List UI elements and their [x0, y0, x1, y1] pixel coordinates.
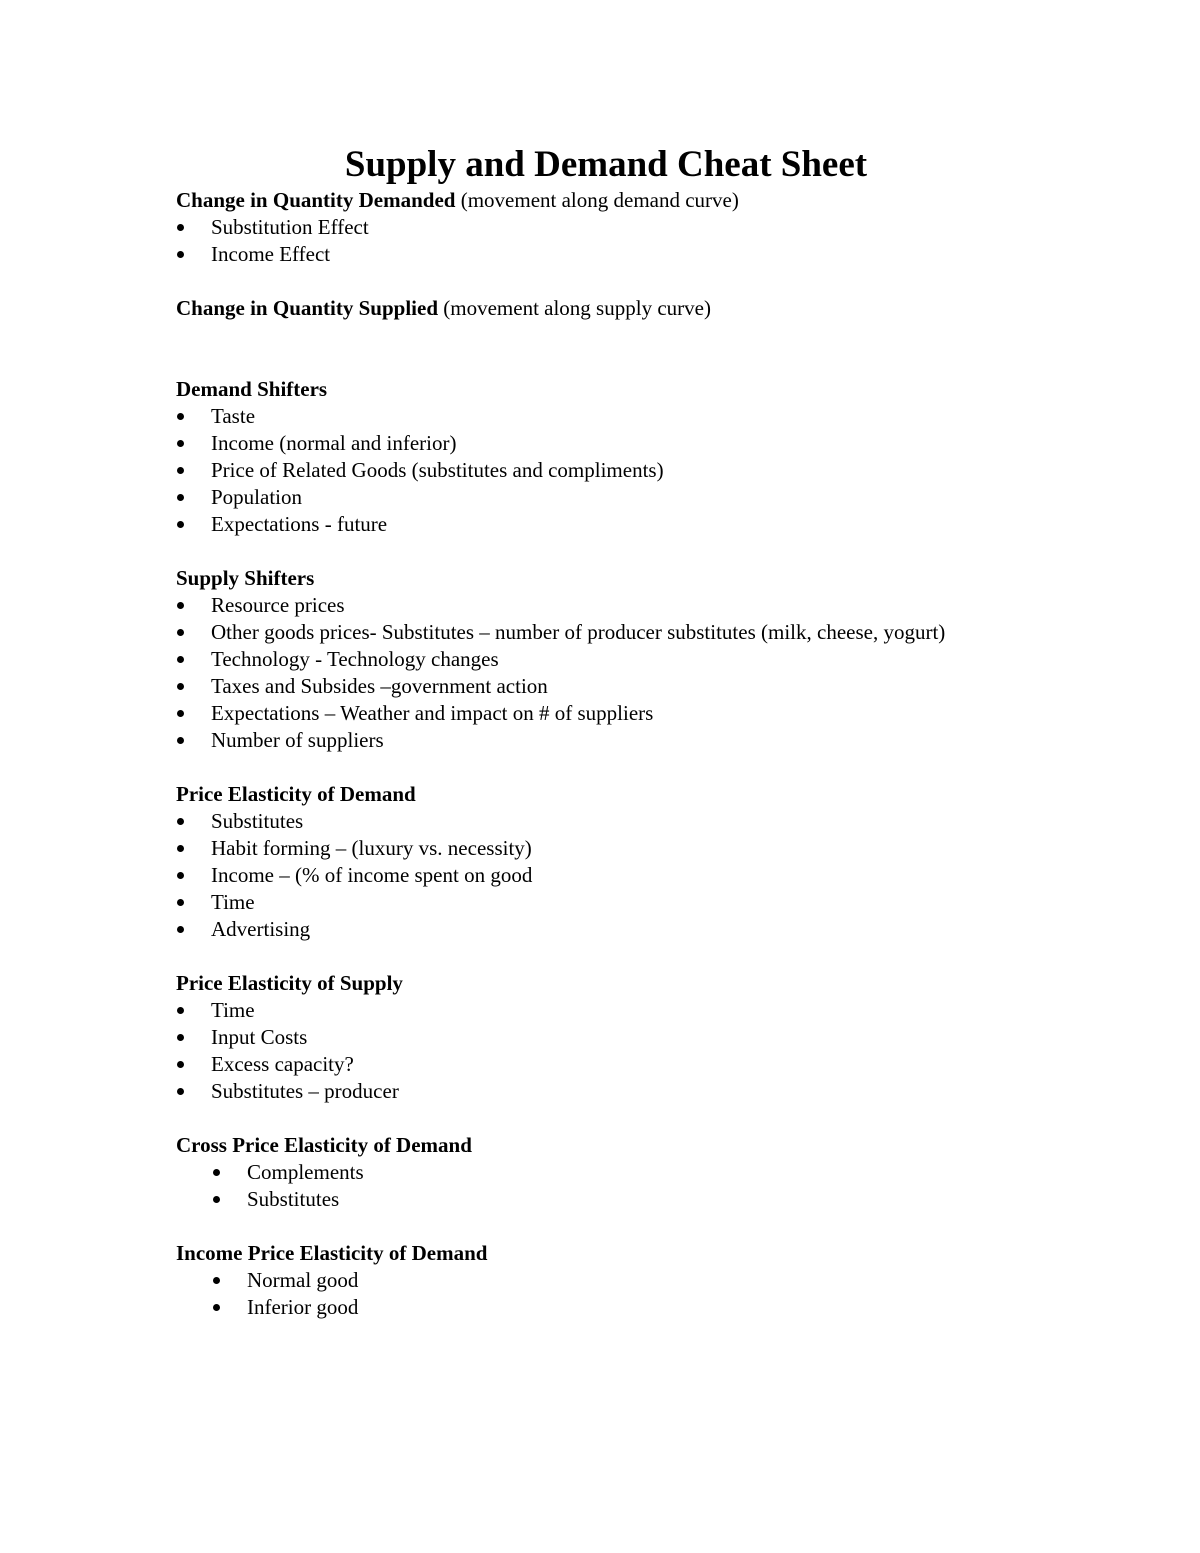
spacer — [176, 322, 1036, 376]
list-item: Excess capacity? — [176, 1051, 1036, 1078]
list-item: Other goods prices- Substitutes – number of producer substitutes (milk, cheese, yogurt) — [176, 619, 971, 646]
income-price-elasticity-list — [176, 1267, 1036, 1321]
list-item: Normal good — [176, 1267, 1036, 1294]
section-heading-price-elasticity-supply: Price Elasticity of Supply — [176, 971, 403, 995]
section-heading-quantity-supplied — [176, 295, 1036, 322]
list-item: Expectations - future — [176, 511, 1036, 538]
section-heading-price-elasticity-demand: Price Elasticity of Demand — [176, 782, 416, 806]
list-item: Complements — [176, 1159, 1036, 1186]
list-item: Expectations – Weather and impact on # of suppliers — [176, 700, 1036, 727]
document-title: Supply and Demand Cheat Sheet — [344, 144, 868, 185]
heading-text: Change in Quantity Supplied — [176, 296, 439, 320]
list-item: Substitutes — [176, 808, 1036, 835]
section-heading-supply-shifters: Supply Shifters — [176, 566, 315, 590]
price-elasticity-demand-list — [176, 808, 1036, 943]
list-item: Resource prices — [176, 592, 1036, 619]
spacer — [176, 538, 1036, 565]
heading-note: (movement along demand curve) — [455, 188, 739, 212]
list-item: Taxes and Subsides –government action — [176, 673, 1036, 700]
quantity-demanded-list — [176, 214, 1036, 268]
cross-price-elasticity-list — [176, 1159, 1036, 1213]
section-heading-quantity-demanded — [176, 187, 1036, 214]
demand-shifters-list — [176, 403, 1036, 538]
spacer — [176, 1105, 1036, 1132]
list-item: Time — [176, 889, 1036, 916]
list-item: Habit forming – (luxury vs. necessity) — [176, 835, 1036, 862]
section-heading-demand-shifters: Demand Shifters — [176, 377, 328, 401]
price-elasticity-supply-list — [176, 997, 1036, 1105]
list-item: Income Effect — [176, 241, 1036, 268]
list-item: Inferior good — [176, 1294, 1036, 1321]
spacer — [176, 754, 1036, 781]
list-item: Input Costs — [176, 1024, 1036, 1051]
list-item: Substitution Effect — [176, 214, 1036, 241]
heading-note: (movement along supply curve) — [438, 296, 711, 320]
spacer — [176, 268, 1036, 295]
list-item: Income – (% of income spent on good — [176, 862, 1036, 889]
list-item: Substitutes – producer — [176, 1078, 1036, 1105]
list-item: Income (normal and inferior) — [176, 430, 1036, 457]
list-item: Population — [176, 484, 1036, 511]
section-heading-income-price-elasticity: Income Price Elasticity of Demand — [176, 1241, 488, 1265]
list-item: Substitutes — [176, 1186, 1036, 1213]
spacer — [176, 1213, 1036, 1240]
list-item: Number of suppliers — [176, 727, 1036, 754]
list-item: Advertising — [176, 916, 1036, 943]
spacer — [176, 943, 1036, 970]
section-heading-cross-price-elasticity: Cross Price Elasticity of Demand — [176, 1133, 472, 1157]
supply-shifters-list — [176, 592, 1036, 754]
list-item: Taste — [176, 403, 1036, 430]
list-item: Price of Related Goods (substitutes and compliments) — [176, 457, 1036, 484]
list-item: Time — [176, 997, 1036, 1024]
document-page — [176, 143, 1036, 1321]
list-item: Technology - Technology changes — [176, 646, 1036, 673]
heading-text: Change in Quantity Demanded — [176, 188, 456, 212]
